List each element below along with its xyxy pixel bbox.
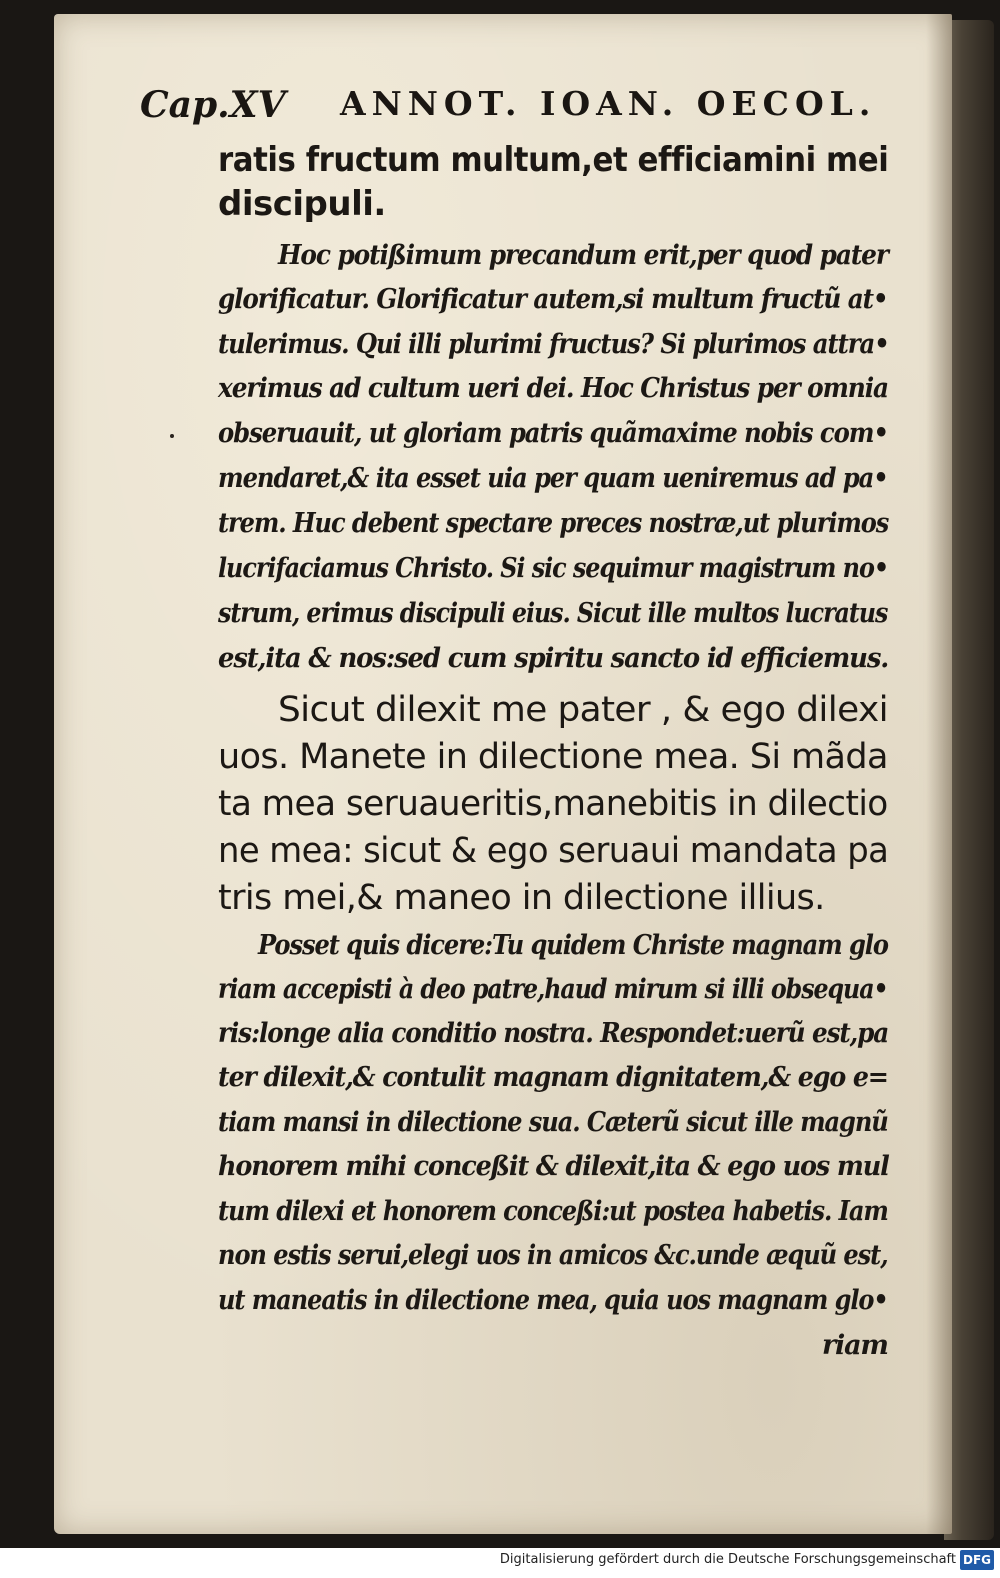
text-line: strum, erimus discipuli eius. Sicut ille multos lucratus — [218, 598, 888, 629]
text-line: xerimus ad cultum ueri dei. Hoc Christus per omnia — [218, 373, 888, 404]
text-line: glorificatur. Glorificatur autem,si multum fructũ at• — [218, 284, 888, 315]
running-title: ANNOT. IOAN. OECOL. — [340, 84, 877, 123]
text-line: lucrifaciamus Christo. Si sic sequimur magistrum no• — [218, 553, 889, 584]
text-line: ut maneatis in dilectione mea, quia uos magnam glo• — [218, 1285, 888, 1316]
text-line: ta mea seruaueritis,manebitis in dilectio — [218, 784, 888, 824]
catchword: riam — [822, 1330, 888, 1361]
text-line: Sicut dilexit me pater , & ego dilexi — [278, 690, 888, 730]
dfg-logo: DFG — [960, 1550, 994, 1570]
footer-credit: Digitalisierung gefördert durch die Deutsche Forschungsgemeinschaft — [499, 1552, 956, 1567]
text-line: discipuli. — [218, 184, 386, 224]
chapter-label: Cap.XV — [140, 84, 286, 126]
text-line: ratis fructum multum,et efficiamini mei — [218, 140, 889, 180]
text-line: uos. Manete in dilectione mea. Si mãda — [218, 737, 888, 777]
text-line: Posset quis dicere:Tu quidem Christe magnam glo — [258, 930, 888, 961]
text-line: riam accepisti à deo patre,haud mirum si illi obsequa• — [218, 974, 888, 1005]
text-line: trem. Huc debent spectare preces nostræ,ut plurimos — [218, 508, 889, 539]
text-line: tulerimus. Qui illi plurimi fructus? Si plurimos attra• — [218, 329, 889, 360]
text-line: tris mei,& maneo in dilectione illius. — [218, 878, 825, 918]
text-line: honorem mihi conceßit & dilexit,ita & ego uos mul — [218, 1151, 889, 1182]
text-line: obseruauit, ut gloriam patris quãmaxime nobis com• — [218, 418, 888, 449]
text-line: ris:longe alia conditio nostra. Respondet:uerũ est,pa — [218, 1018, 889, 1049]
text-line: tum dilexi et honorem conceßi:ut postea habetis. Iam — [218, 1196, 888, 1227]
ink-speck — [170, 434, 174, 438]
text-line: tiam mansi in dilectione sua. Cæterũ sicut ille magnũ — [218, 1107, 888, 1138]
text-line: ter dilexit,& contulit magnam dignitatem,& ego e= — [218, 1062, 888, 1093]
text-line: ne mea: sicut & ego seruaui mandata pa — [218, 831, 889, 871]
text-line: non estis serui,elegi uos in amicos &c.unde æquũ est, — [218, 1240, 888, 1271]
text-line: est,ita & nos:sed cum spiritu sancto id efficiemus. — [218, 643, 889, 674]
running-head — [140, 84, 940, 134]
text-line: mendaret,& ita esset uia per quam ueniremus ad pa• — [218, 463, 888, 494]
text-line: Hoc potißimum precandum erit,per quod pater — [278, 240, 888, 271]
